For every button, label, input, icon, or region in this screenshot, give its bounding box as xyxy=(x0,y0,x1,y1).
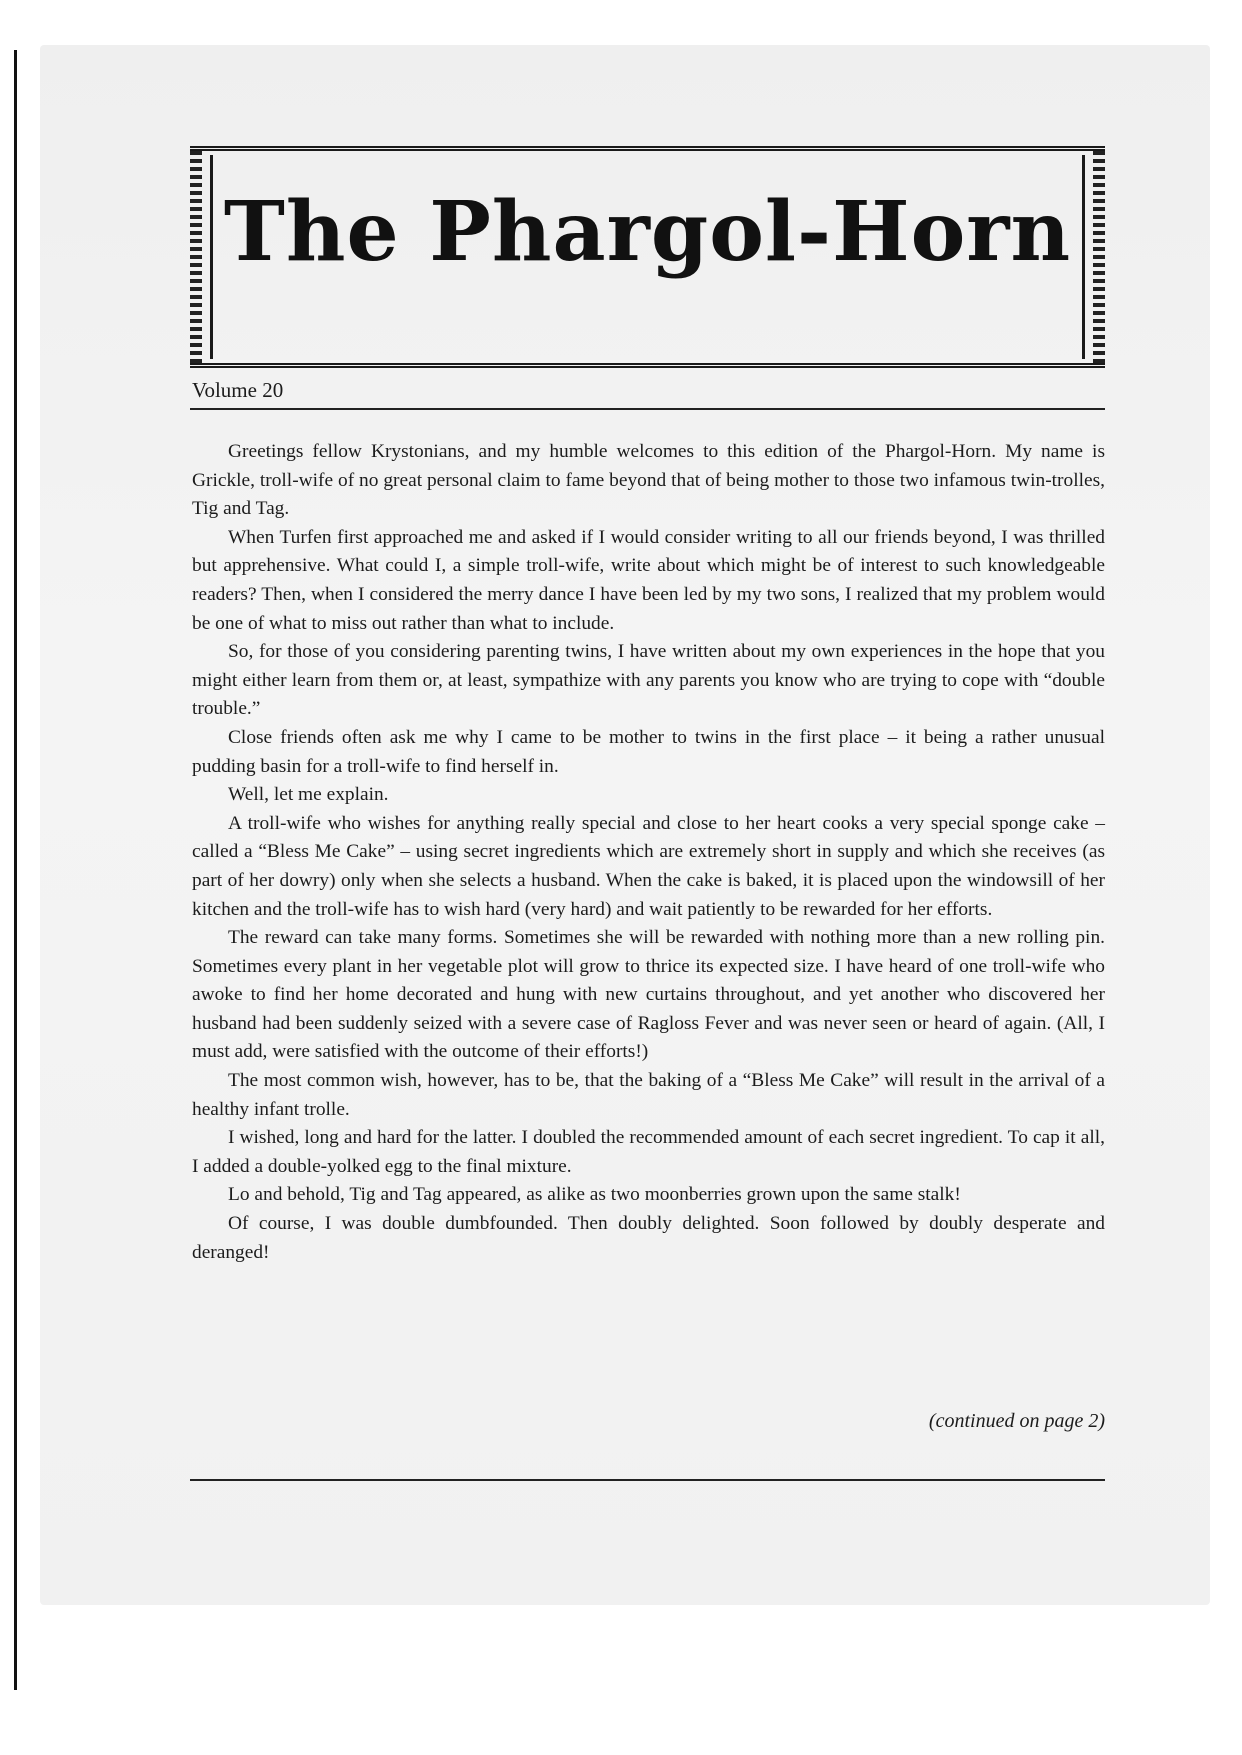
paragraph: So, for those of you considering parenting twins, I have written about my own experiences in the hope that you might either learn from them or, at least, sympathize with any parents you know who are trying to cope with “double trouble.” xyxy=(192,641,1105,720)
volume-bar xyxy=(190,378,1105,410)
paragraph: Of course, I was double dumbfounded. Then doubly delighted. Soon followed by doubly desperate and deranged! xyxy=(192,1213,1105,1263)
newsletter-title: The Phargol-Horn xyxy=(223,184,1072,280)
paragraph: Lo and behold, Tig and Tag appeared, as alike as two moonberries grown upon the same stalk! xyxy=(228,1184,961,1206)
paragraph: A troll-wife who wishes for anything really special and close to her heart cooks a very special sponge cake – called a “Bless Me Cake” – using secret ingredients which are extremely short in supply and which she receives (as part of her dowry) only when she selects a husband. When the cake is baked, it is placed upon the windowsill of her kitchen and the troll-wife has to wish hard (very hard) and wait patiently to be rewarded for her efforts. xyxy=(192,812,1105,920)
article-body xyxy=(192,438,1105,1267)
scan-edge xyxy=(14,50,17,1690)
paragraph: The most common wish, however, has to be, that the baking of a “Bless Me Cake” will result in the arrival of a healthy infant trolle. xyxy=(192,1070,1105,1120)
paragraph: Greetings fellow Krystonians, and my humble welcomes to this edition of the Phargol-Horn. My name is Grickle, troll-wife of no great personal claim to fame beyond that of being mother to those two infamous twin-trolles, Tig and Tag. xyxy=(192,441,1105,520)
paragraph: Close friends often ask me why I came to be mother to twins in the first place – it being a rather unusual pudding basin for a troll-wife to find herself in. xyxy=(192,726,1105,777)
continued-note: (continued on page 2) xyxy=(928,1410,1105,1432)
masthead-banner xyxy=(190,146,1105,368)
paragraph: The reward can take many forms. Sometimes she will be rewarded with nothing more than a new rolling pin. Sometimes every plant in her vegetable plot will grow to thrice its expected size. I have heard of one troll-wife who awoke to find her home decorated and hung with new curtains throughout, and yet another who discovered her husband had been suddenly seized with a severe case of Ragloss Fever and was never seen or heard of again. (All, I must add, were satisfied with the outcome of their efforts!) xyxy=(192,927,1105,1063)
paragraph: Well, let me explain. xyxy=(228,784,389,806)
bottom-rule xyxy=(190,1479,1105,1481)
volume-label: Volume 20 xyxy=(192,378,284,402)
paragraph: When Turfen first approached me and asked if I would consider writing to all our friends beyond, I was thrilled but apprehensive. What could I, a simple troll-wife, write about which might be of interest to such knowledgeable readers? Then, when I considered the merry dance I have been led by my two sons, I realized that my problem would be one of what to miss out rather than what to include. xyxy=(192,526,1105,634)
paragraph: I wished, long and hard for the latter. I doubled the recommended amount of each secret ingredient. To cap it all, I added a double-yolked egg to the final mixture. xyxy=(192,1127,1105,1177)
